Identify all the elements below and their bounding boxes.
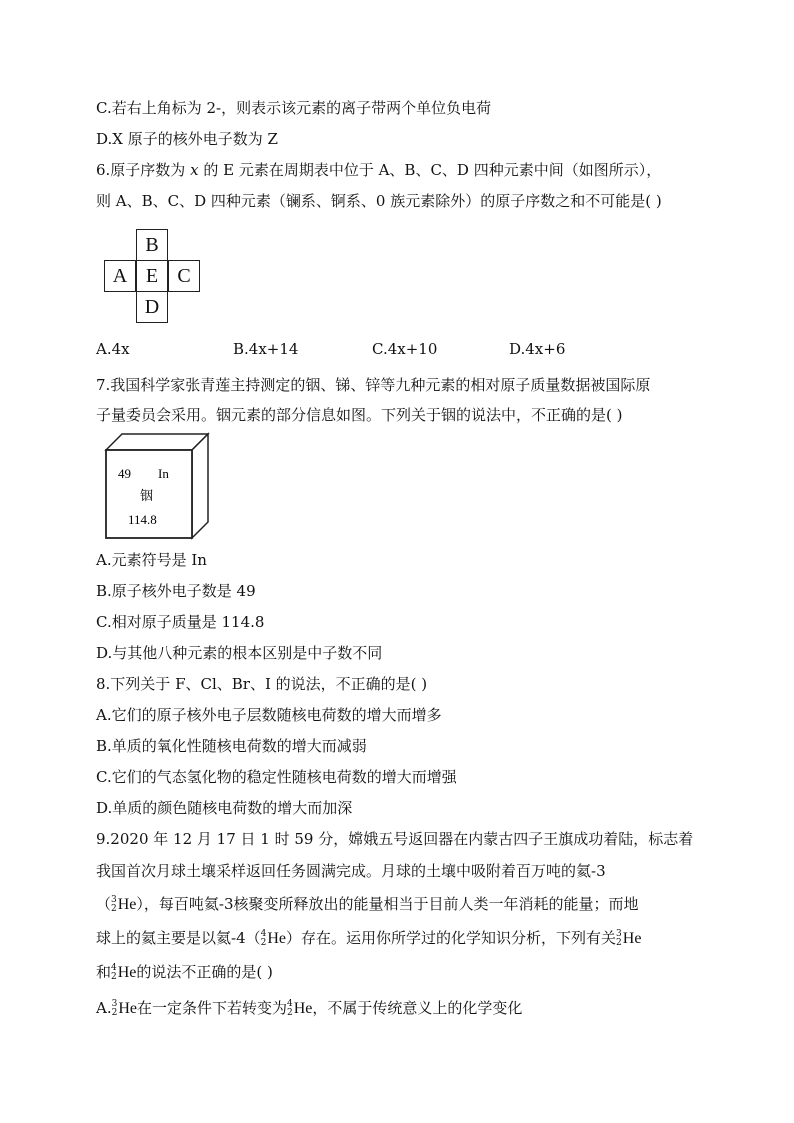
- nuclide-symbol: He: [117, 896, 137, 913]
- q6-text-tail: 的 E 元素在周期表中位于 A、B、C、D 四种元素中间（如图所示），: [198, 161, 662, 179]
- q8-option-b[interactable]: B.单质的氧化性随核电荷数的增大而减弱: [96, 737, 367, 755]
- nuclide-symbol: He: [622, 930, 642, 947]
- q9-stem-line1: 9.2020 年 12 月 17 日 1 时 59 分，嫦娥五号返回器在内蒙古四子王旗成功着陆，标志着: [96, 830, 694, 848]
- he3-nuclide: [111, 895, 136, 915]
- nuclide-symbol: He: [118, 1000, 137, 1017]
- indium-element-card: [104, 432, 212, 544]
- mass-number: 3: [111, 999, 118, 1009]
- q8-option-d[interactable]: D.单质的颜色随核电荷数的增大而加深: [96, 799, 353, 817]
- option-d-prev: D.X 原子的核外电子数为 Z: [96, 130, 278, 148]
- element-name: 铟: [140, 489, 154, 504]
- q9-text: ），每百吨氦-3核聚变所释放出的能量相当于目前人类一年消耗的能量；而地: [136, 895, 639, 913]
- q7-stem-line2: 子量委员会采用。铟元素的部分信息如图。下列关于铟的说法中，不正确的是( ): [96, 406, 623, 424]
- element-symbol: In: [158, 466, 169, 481]
- atomic-number: 2: [111, 972, 117, 982]
- atomic-number: 49: [118, 466, 131, 481]
- mass-number: 3: [111, 895, 117, 905]
- mass-number: 3: [616, 929, 622, 939]
- atomic-number: 2: [111, 1008, 118, 1018]
- q9-text: 和: [96, 963, 112, 981]
- q8-option-a[interactable]: A.它们的原子核外电子层数随核电荷数的增大而增多: [96, 706, 442, 724]
- q9-option-a[interactable]: [96, 998, 522, 1019]
- q7-option-b[interactable]: B.原子核外电子数是 49: [96, 582, 256, 600]
- q8-option-c[interactable]: C.它们的气态氢化物的稳定性随核电荷数的增大而增强: [96, 768, 457, 786]
- cell-d: D: [136, 291, 168, 323]
- atomic-number: 2: [616, 938, 622, 948]
- he4-nuclide: [261, 929, 286, 949]
- q6-option-d[interactable]: D.4x+6: [509, 340, 566, 358]
- cell-a: A: [104, 260, 136, 292]
- option-text: 在一定条件下若转变为: [137, 999, 288, 1017]
- q9-stem-line4: [96, 928, 641, 949]
- he3-nuclide: [616, 929, 641, 949]
- mass-number: 4: [260, 929, 267, 939]
- q6-option-a[interactable]: A.4x: [96, 340, 130, 358]
- option-label: A.: [96, 999, 112, 1017]
- he3-nuclide: [112, 999, 137, 1019]
- nuclide-symbol: He: [267, 930, 287, 947]
- q8-stem: 8.下列关于 F、Cl、Br、I 的说法，不正确的是( ): [96, 675, 428, 693]
- option-text: ，不属于传统意义上的化学变化: [312, 999, 523, 1017]
- cell-c: C: [168, 260, 200, 292]
- q6-variable: x: [190, 161, 199, 179]
- q6-stem-line1: [96, 160, 661, 180]
- q7-stem-line1: 7.我国科学家张青莲主持测定的铟、锑、锌等九种元素的相对原子质量数据被国际原: [96, 376, 651, 394]
- q9-text: 的说法不正确的是( ): [136, 963, 273, 981]
- q9-stem-line2: 我国首次月球土壤采样返回任务圆满完成。月球的土壤中吸附着百万吨的氦-3: [96, 862, 606, 880]
- mass-number: 4: [287, 999, 293, 1009]
- q7-option-c[interactable]: C.相对原子质量是 114.8: [96, 613, 265, 631]
- mass-number: 4: [111, 963, 117, 973]
- q6-option-b[interactable]: B.4x+14: [233, 340, 299, 358]
- atomic-number: 2: [260, 938, 267, 948]
- cell-b: B: [136, 229, 168, 261]
- option-c-prev: C.若右上角标为 2-，则表示该元素的离子带两个单位负电荷: [96, 99, 492, 117]
- q9-stem-line3: [96, 894, 639, 915]
- he4-nuclide: [287, 999, 312, 1019]
- atomic-number: 2: [287, 1008, 293, 1018]
- q9-text: ）存在。运用你所学过的化学知识分析，下列有关: [286, 929, 617, 947]
- nuclide-symbol: He: [293, 1000, 313, 1017]
- q9-text: 球上的氦主要是以氦-4（: [96, 929, 261, 947]
- atomic-mass: 114.8: [128, 512, 157, 527]
- q7-option-d[interactable]: D.与其他八种元素的根本区别是中子数不同: [96, 644, 383, 662]
- he4-nuclide: [111, 963, 136, 983]
- q9-text: （: [96, 895, 112, 913]
- q6-text: 6.原子序数为: [96, 161, 191, 179]
- q6-stem-line2: 则 A、B、C、D 四种元素（镧系、锕系、0 族元素除外）的原子序数之和不可能是( ): [96, 192, 662, 210]
- atomic-number: 2: [111, 904, 117, 914]
- q9-stem-line5: [96, 962, 273, 983]
- nuclide-symbol: He: [117, 964, 137, 981]
- cell-e: E: [136, 260, 168, 292]
- q7-option-a[interactable]: A.元素符号是 In: [96, 551, 207, 569]
- q6-option-c[interactable]: C.4x+10: [372, 340, 438, 358]
